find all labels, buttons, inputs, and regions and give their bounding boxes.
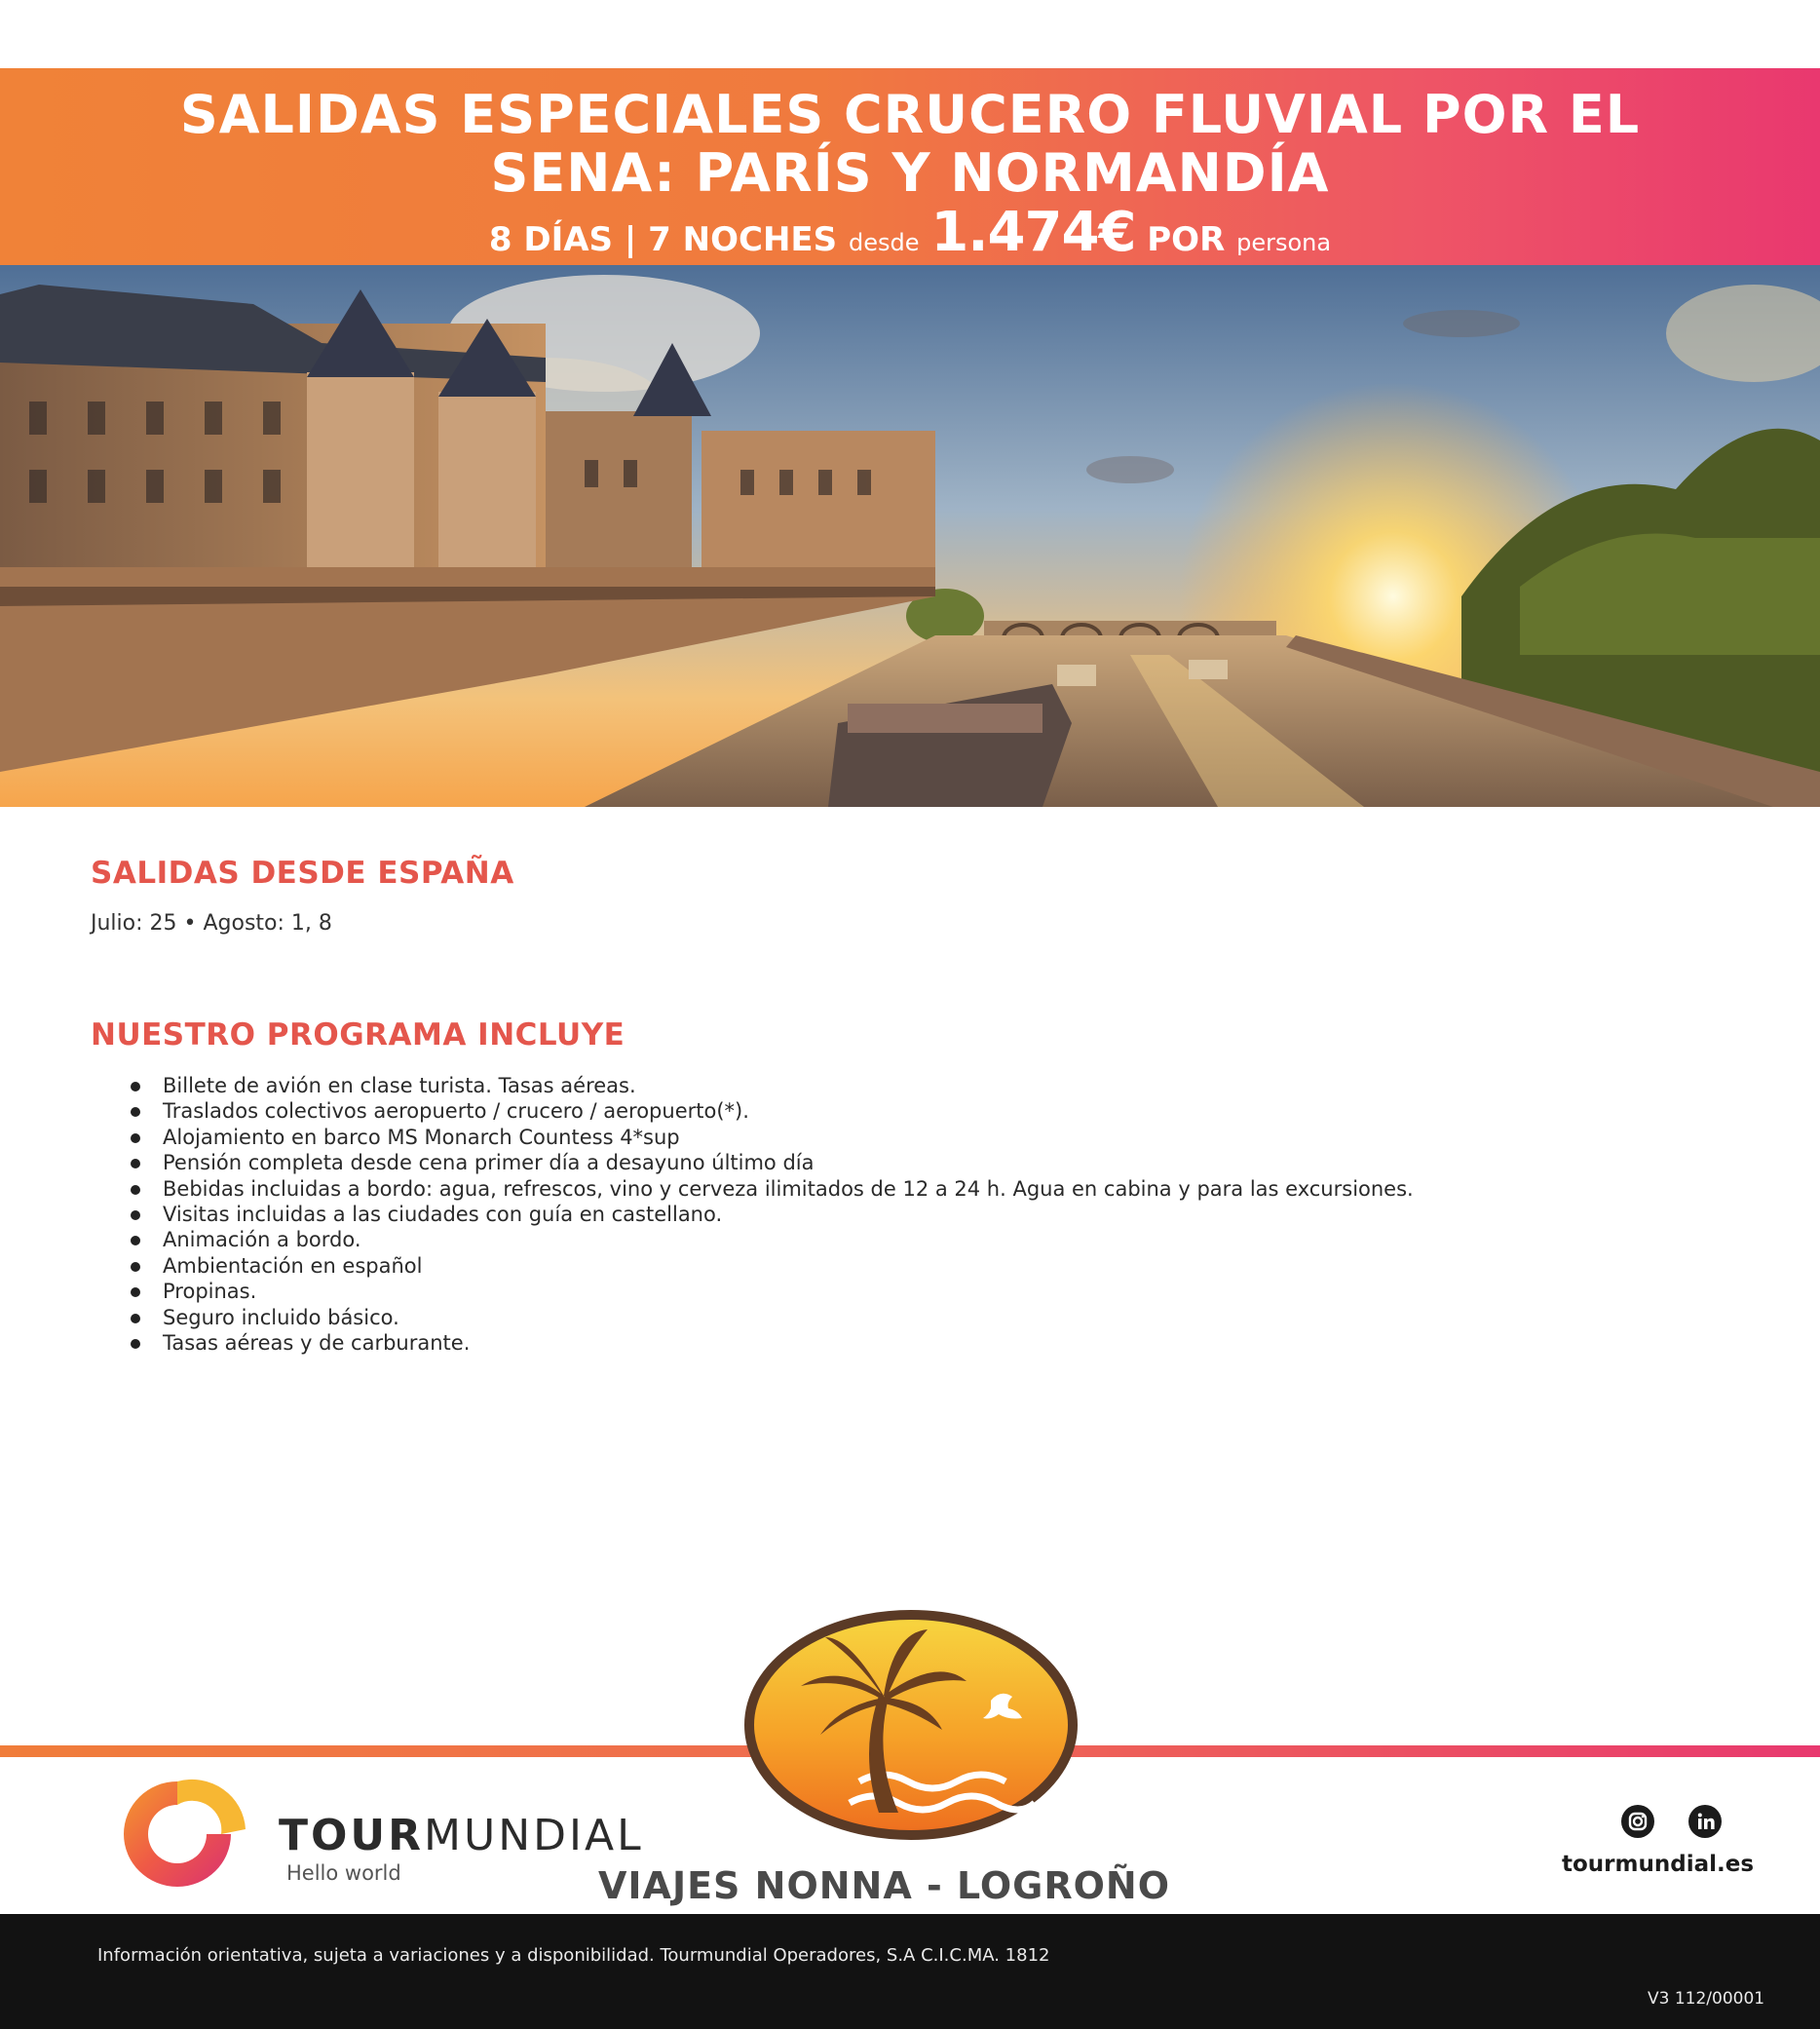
- bullet-icon: [131, 1236, 140, 1245]
- list-item-text: Bebidas incluidas a bordo: agua, refrescos, vino y cerveza ilimitados de 12 a 24 h. Agua en cabina y para las excursiones.: [163, 1176, 1414, 1201]
- tourmundial-logo: [99, 1776, 255, 1893]
- title-line-2: SENA: PARÍS Y NORMANDÍA: [490, 142, 1330, 204]
- bullet-icon: [131, 1082, 140, 1091]
- list-item-text: Propinas.: [163, 1280, 257, 1304]
- website-link[interactable]: tourmundial.es: [1562, 1852, 1755, 1877]
- duration: 8 DÍAS | 7 NOCHES: [488, 220, 838, 259]
- linkedin-icon[interactable]: [1688, 1805, 1722, 1838]
- list-item-text: Seguro incluido básico.: [163, 1305, 399, 1329]
- list-item-text: Traslados colectivos aeropuerto / crucero / aeropuerto(*).: [163, 1099, 749, 1124]
- program-list: [127, 1073, 1783, 1356]
- agency-name: VIAJES NONNA - LOGROÑO: [598, 1864, 1171, 1907]
- brand-slogan: Hello world: [286, 1861, 401, 1885]
- list-item-text: Pensión completa desde cena primer día a desayuno último día: [163, 1151, 815, 1175]
- brand-name-rest: MUNDIAL: [424, 1811, 644, 1860]
- brand-name: [279, 1811, 644, 1860]
- list-item: [127, 1150, 1783, 1175]
- title-line-1: SALIDAS ESPECIALES CRUCERO FLUVIAL POR EL: [179, 84, 1641, 145]
- list-item-text: Animación a bordo.: [163, 1228, 361, 1252]
- agency-logo: [742, 1608, 1080, 1842]
- list-item-text: Visitas incluidas a las ciudades con guía en castellano.: [163, 1203, 723, 1227]
- version-code: V3 112/00001: [1648, 1989, 1765, 2009]
- bullet-icon: [131, 1133, 140, 1143]
- bullet-icon: [131, 1185, 140, 1195]
- brand-name-bold: TOUR: [279, 1811, 425, 1860]
- bullet-icon: [131, 1314, 140, 1323]
- list-item: [127, 1227, 1783, 1252]
- bullet-icon: [131, 1287, 140, 1297]
- bullet-icon: [131, 1262, 140, 1272]
- per-label: POR: [1147, 220, 1226, 259]
- list-item: [127, 1330, 1783, 1356]
- page-title: [0, 68, 1820, 203]
- hero-image: [0, 265, 1820, 807]
- bullet-icon: [131, 1107, 140, 1117]
- list-item-text: Tasas aéreas y de carburante.: [163, 1331, 471, 1356]
- bullet-icon: [131, 1159, 140, 1168]
- list-item: [127, 1202, 1783, 1227]
- instagram-icon[interactable]: [1621, 1805, 1654, 1838]
- price-line: [0, 201, 1820, 265]
- departures-heading: SALIDAS DESDE ESPAÑA: [91, 856, 514, 891]
- list-item: [127, 1305, 1783, 1330]
- list-item: [127, 1098, 1783, 1124]
- header-banner: [0, 68, 1820, 265]
- bullet-icon: [131, 1210, 140, 1220]
- person-label: persona: [1236, 229, 1332, 256]
- list-item-text: Alojamiento en barco MS Monarch Countess 4*sup: [163, 1125, 680, 1149]
- list-item-text: Billete de avión en clase turista. Tasas aéreas.: [163, 1074, 636, 1097]
- disclaimer: Información orientativa, sujeta a variaciones y a disponibilidad. Tourmundial Operadores, S.A C.I.C.MA. 1812: [97, 1945, 1050, 1966]
- list-item: [127, 1073, 1783, 1098]
- from-label: desde: [848, 229, 920, 256]
- program-heading: NUESTRO PROGRAMA INCLUYE: [91, 1017, 626, 1053]
- bullet-icon: [131, 1339, 140, 1349]
- footer-bar: [0, 1914, 1820, 2029]
- list-item-text: Ambientación en español: [163, 1253, 423, 1278]
- list-item: [127, 1176, 1783, 1202]
- list-item: [127, 1279, 1783, 1304]
- price: 1.474€: [930, 201, 1136, 264]
- departure-dates: Julio: 25 • Agosto: 1, 8: [91, 911, 332, 936]
- list-item: [127, 1253, 1783, 1279]
- list-item: [127, 1125, 1783, 1150]
